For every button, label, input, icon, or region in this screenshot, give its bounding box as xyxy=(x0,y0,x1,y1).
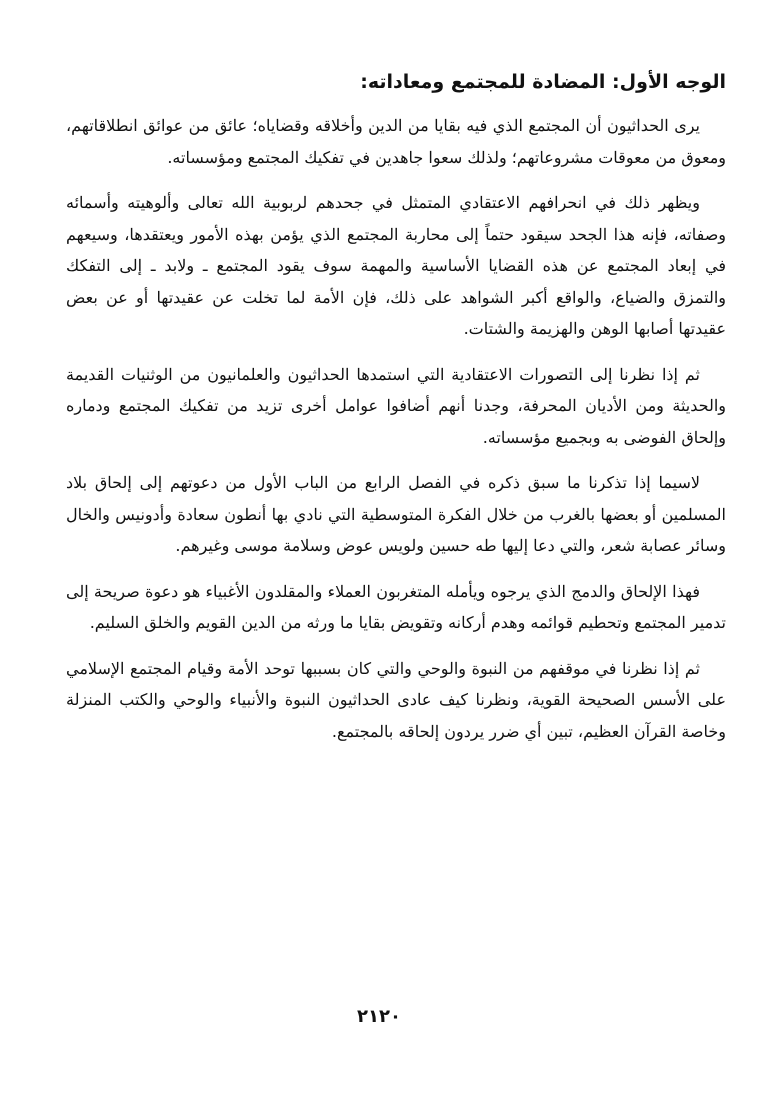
paragraph-6: ثم إذا نظرنا في موقفهم من النبوة والوحي والتي كان بسببها توحد الأمة وقيام المجتمع الإسلامي على الأسس الصحيحة القوية، ونظرنا كيف عادى الحداثيون النبوة والأنبياء والوحي والكتب المنزلة وخاصة القرآن العظيم، تبين أي ضرر يردون إلحاقه بالمجتمع. xyxy=(66,658,726,741)
paragraph-4: لاسيما إذا تذكرنا ما سبق ذكره في الفصل الرابع من الباب الأول من دعوتهم إلى إلحاق بلاد المسلمين أو بعضها بالغرب من خلال الفكرة المتوسطية التي نادي بها أنطون سعادة وأدونيس والخال وسائر عصابة شعر، والتي دعا إليها طه حسين ولويس عوض وسلامة موسى وغيرهم. xyxy=(66,473,726,555)
page-content xyxy=(66,64,726,761)
paragraph-3: ثم إذا نظرنا إلى التصورات الاعتقادية التي استمدها الحداثيون والعلمانيون من الوثنيات القديمة والحديثة ومن الأديان المحرفة، وجدنا أنهم أضافوا عوامل أخرى تزيد من تفكيك المجتمع ودماره وإلحاق الفوضى به وبجميع مؤسساته. xyxy=(66,364,726,447)
section-heading: الوجه الأول: المضادة للمجتمع ومعاداته: xyxy=(360,71,726,93)
paragraph-1: يرى الحداثيون أن المجتمع الذي فيه بقايا من الدين وأخلاقه وقضاياه؛ عائق من عوائق انطلاقاتهم، ومعوق من معوقات مشروعاتهم؛ ولذلك سعوا جاهدين في تفكيك المجتمع ومؤسساته. xyxy=(66,116,726,167)
paragraph-5: فهذا الإلحاق والدمج الذي يرجوه ويأمله المتغربون العملاء والمقلدون الأغبياء هو دعوة صريحة إلى تدمير المجتمع وتحطيم قوائمه وهدم أركانه وتقويض بقايا ما ورثه من الدين القويم والخلق السليم. xyxy=(66,581,726,632)
page-number: ٢١٢٠ xyxy=(357,1006,401,1027)
paragraph-2: ويظهر ذلك في انحرافهم الاعتقادي المتمثل في جحدهم لربوبية الله تعالى وألوهيته وأسمائه وصفاته، فإنه هذا الجحد سيقود حتماً إلى محاربة المجتمع الذي يؤمن بهذه الأمور ويعتقدها، وسيعهم في إبعاد المجتمع عن هذه القضايا الأساسية والمهمة سوف يقود المجتمع ـ ولابد ـ إلى التفكك والتمزق والضياع، والواقع أكبر الشواهد على ذلك، فإن الأمة لما تخلت عن عقيدتها أو عن بعض عقيدتها أصابها الوهن والهزيمة والشتات. xyxy=(66,193,726,338)
